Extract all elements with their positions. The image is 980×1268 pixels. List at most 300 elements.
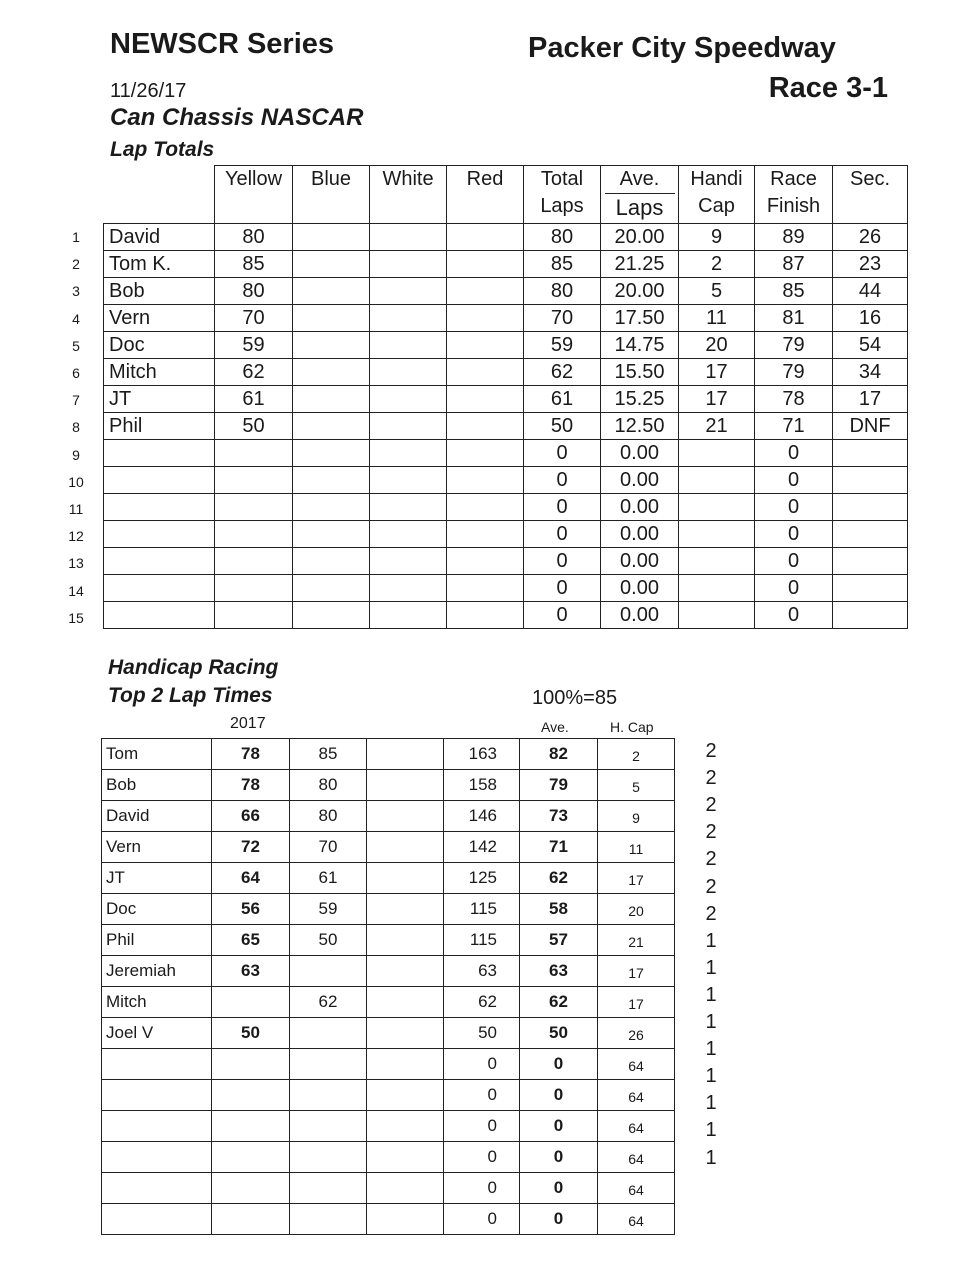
col-red-header: Red bbox=[447, 166, 524, 224]
cell-hcap bbox=[679, 494, 755, 521]
table-row bbox=[104, 278, 908, 305]
cell-name: Vern bbox=[102, 832, 212, 863]
cell-total: 163 bbox=[444, 739, 520, 770]
table-row bbox=[104, 224, 908, 251]
cell-lap1 bbox=[212, 1173, 290, 1204]
row-number: 2 bbox=[72, 256, 80, 273]
entry-count: 1 bbox=[705, 1065, 717, 1088]
series-title: NEWSCR Series bbox=[110, 28, 335, 60]
cell-lap2 bbox=[290, 1049, 367, 1080]
table-row bbox=[102, 925, 675, 956]
cell-name: Vern bbox=[104, 305, 215, 332]
cell-ave: 62 bbox=[520, 863, 598, 894]
cell-ave: 14.75 bbox=[601, 332, 679, 359]
cell-ave: 71 bbox=[520, 832, 598, 863]
cell-total: 0 bbox=[444, 1111, 520, 1142]
cell-yellow bbox=[215, 548, 293, 575]
col-total-laps-header bbox=[524, 166, 601, 224]
cell-white bbox=[370, 386, 447, 413]
cell-hcap: 11 bbox=[679, 305, 755, 332]
cell-finish: 0 bbox=[755, 575, 833, 602]
cell-name: Tom bbox=[102, 739, 212, 770]
cell-name bbox=[102, 1049, 212, 1080]
cell-red bbox=[447, 278, 524, 305]
cell-total: 115 bbox=[444, 894, 520, 925]
row-number: 15 bbox=[68, 609, 84, 626]
cell-red bbox=[447, 359, 524, 386]
cell-lap2: 80 bbox=[290, 801, 367, 832]
cell-ave: 21.25 bbox=[601, 251, 679, 278]
cap-label: Cap bbox=[698, 195, 735, 217]
cell-total: 125 bbox=[444, 863, 520, 894]
cell-finish: 89 bbox=[755, 224, 833, 251]
cell-total: 70 bbox=[524, 305, 601, 332]
cell-name bbox=[102, 1173, 212, 1204]
cell-name: Doc bbox=[104, 332, 215, 359]
cell-lap1 bbox=[212, 1204, 290, 1235]
cell-lap2 bbox=[290, 1142, 367, 1173]
cell-blue bbox=[293, 440, 370, 467]
cell-finish: 0 bbox=[755, 494, 833, 521]
cell-ave: 0 bbox=[520, 1049, 598, 1080]
cell-total: 0 bbox=[524, 494, 601, 521]
table-row bbox=[102, 987, 675, 1018]
cell-red bbox=[447, 251, 524, 278]
lap-totals-body bbox=[104, 224, 908, 629]
cell-ave: 0 bbox=[520, 1204, 598, 1235]
cell-yellow: 85 bbox=[215, 251, 293, 278]
row-number: 9 bbox=[72, 446, 80, 463]
cell-ave: 15.50 bbox=[601, 359, 679, 386]
cell-white bbox=[370, 467, 447, 494]
cell-white bbox=[370, 521, 447, 548]
cell-blank bbox=[367, 987, 444, 1018]
cell-blank bbox=[367, 1111, 444, 1142]
cell-hcap: 9 bbox=[598, 801, 675, 832]
cell-blank bbox=[367, 1049, 444, 1080]
cell-yellow: 50 bbox=[215, 413, 293, 440]
handicap-body bbox=[102, 739, 675, 1235]
table-row bbox=[102, 863, 675, 894]
cell-total: 50 bbox=[524, 413, 601, 440]
cell-white bbox=[370, 278, 447, 305]
cell-blank bbox=[367, 956, 444, 987]
cell-lap2: 80 bbox=[290, 770, 367, 801]
row-number: 5 bbox=[72, 337, 80, 354]
entry-count: 2 bbox=[705, 767, 717, 790]
cell-name: Bob bbox=[104, 278, 215, 305]
cell-hcap: 64 bbox=[598, 1173, 675, 1204]
cell-white bbox=[370, 251, 447, 278]
cell-hcap bbox=[679, 467, 755, 494]
cell-blank bbox=[367, 801, 444, 832]
col-race-finish-header bbox=[755, 166, 833, 224]
cell-sec bbox=[833, 494, 908, 521]
cell-total: 158 bbox=[444, 770, 520, 801]
handicap-title: Handicap Racing bbox=[108, 656, 279, 679]
cell-lap2: 70 bbox=[290, 832, 367, 863]
cell-name: David bbox=[104, 224, 215, 251]
cell-hcap: 64 bbox=[598, 1111, 675, 1142]
cell-lap2 bbox=[290, 1173, 367, 1204]
cell-ave: 79 bbox=[520, 770, 598, 801]
cell-red bbox=[447, 521, 524, 548]
cell-total: 146 bbox=[444, 801, 520, 832]
row-number: 11 bbox=[68, 501, 84, 517]
cell-white bbox=[370, 440, 447, 467]
row-number: 4 bbox=[72, 310, 80, 327]
cell-name: David bbox=[102, 801, 212, 832]
handicap-subtitle: Top 2 Lap Times bbox=[108, 684, 273, 707]
table-row bbox=[104, 548, 908, 575]
cell-hcap: 21 bbox=[679, 413, 755, 440]
col-yellow-header: Yellow bbox=[215, 166, 293, 224]
cell-finish: 85 bbox=[755, 278, 833, 305]
cell-total: 85 bbox=[524, 251, 601, 278]
cell-blank bbox=[367, 1018, 444, 1049]
table-row bbox=[104, 494, 908, 521]
cell-white bbox=[370, 602, 447, 629]
row-number: 12 bbox=[68, 528, 84, 545]
table-row bbox=[102, 1204, 675, 1235]
cell-blank bbox=[367, 1204, 444, 1235]
cell-blank bbox=[367, 925, 444, 956]
cell-yellow bbox=[215, 575, 293, 602]
table-row bbox=[102, 1018, 675, 1049]
cell-yellow bbox=[215, 602, 293, 629]
handicap-year: 2017 bbox=[230, 715, 266, 732]
cell-blank bbox=[367, 832, 444, 863]
cell-lap2 bbox=[290, 1111, 367, 1142]
cell-name bbox=[102, 1142, 212, 1173]
cell-lap1: 50 bbox=[212, 1018, 290, 1049]
cell-name bbox=[102, 1111, 212, 1142]
cell-total: 0 bbox=[524, 467, 601, 494]
cell-red bbox=[447, 575, 524, 602]
track-title: Packer City Speedway bbox=[528, 32, 836, 64]
lap-totals-header-row bbox=[104, 166, 908, 224]
cell-total: 61 bbox=[524, 386, 601, 413]
cell-hcap: 64 bbox=[598, 1142, 675, 1173]
table-row bbox=[104, 602, 908, 629]
cell-yellow bbox=[215, 494, 293, 521]
cell-lap2: 61 bbox=[290, 863, 367, 894]
table-row bbox=[102, 1049, 675, 1080]
cell-ave: 0 bbox=[520, 1080, 598, 1111]
cell-lap1: 56 bbox=[212, 894, 290, 925]
cell-hcap bbox=[679, 548, 755, 575]
race-date: 11/26/17 bbox=[110, 80, 187, 102]
cell-total: 63 bbox=[444, 956, 520, 987]
table-row bbox=[104, 332, 908, 359]
table-row bbox=[102, 832, 675, 863]
cell-sec: 23 bbox=[833, 251, 908, 278]
cell-blank bbox=[367, 770, 444, 801]
cell-white bbox=[370, 224, 447, 251]
cell-lap2: 85 bbox=[290, 739, 367, 770]
cell-ave: 12.50 bbox=[601, 413, 679, 440]
table-row bbox=[104, 386, 908, 413]
cell-total: 0 bbox=[444, 1080, 520, 1111]
cell-white bbox=[370, 305, 447, 332]
cell-hcap: 17 bbox=[679, 386, 755, 413]
table-row bbox=[104, 440, 908, 467]
cell-finish: 71 bbox=[755, 413, 833, 440]
entry-count: 2 bbox=[705, 821, 717, 844]
row-number: 10 bbox=[68, 473, 84, 490]
row-number: 8 bbox=[72, 419, 80, 436]
cell-sec bbox=[833, 575, 908, 602]
cell-lap1: 64 bbox=[212, 863, 290, 894]
cell-blue bbox=[293, 548, 370, 575]
cell-total: 62 bbox=[524, 359, 601, 386]
cell-red bbox=[447, 467, 524, 494]
cell-sec: 44 bbox=[833, 278, 908, 305]
row-number: 14 bbox=[68, 582, 84, 599]
cell-name: Joel V bbox=[102, 1018, 212, 1049]
cell-blank bbox=[367, 863, 444, 894]
handicap-formula: 100%=85 bbox=[532, 687, 618, 709]
cell-finish: 0 bbox=[755, 548, 833, 575]
cell-lap1 bbox=[212, 987, 290, 1018]
cell-red bbox=[447, 440, 524, 467]
row-number: 13 bbox=[68, 555, 84, 572]
cell-name: Phil bbox=[104, 413, 215, 440]
cell-name: Mitch bbox=[102, 987, 212, 1018]
cell-blank bbox=[367, 894, 444, 925]
cell-red bbox=[447, 332, 524, 359]
cell-total: 0 bbox=[524, 602, 601, 629]
cell-red bbox=[447, 494, 524, 521]
cell-ave: 63 bbox=[520, 956, 598, 987]
cell-hcap: 2 bbox=[679, 251, 755, 278]
cell-name bbox=[102, 1204, 212, 1235]
table-row bbox=[104, 359, 908, 386]
cell-lap1 bbox=[212, 1080, 290, 1111]
cell-finish: 0 bbox=[755, 521, 833, 548]
cell-blue bbox=[293, 521, 370, 548]
cell-finish: 79 bbox=[755, 332, 833, 359]
table-row bbox=[102, 770, 675, 801]
cell-hcap bbox=[679, 440, 755, 467]
cell-name: Tom K. bbox=[104, 251, 215, 278]
cell-yellow: 59 bbox=[215, 332, 293, 359]
cell-name: JT bbox=[104, 386, 215, 413]
cell-total: 0 bbox=[524, 521, 601, 548]
entry-count: 2 bbox=[705, 848, 717, 871]
cell-ave: 58 bbox=[520, 894, 598, 925]
cell-blue bbox=[293, 224, 370, 251]
cell-hcap: 20 bbox=[598, 894, 675, 925]
cell-blue bbox=[293, 332, 370, 359]
cell-name: Bob bbox=[102, 770, 212, 801]
cell-hcap: 17 bbox=[598, 956, 675, 987]
race-label: Race bbox=[770, 168, 817, 190]
cell-lap2 bbox=[290, 1080, 367, 1111]
cell-name: Jeremiah bbox=[102, 956, 212, 987]
cell-ave: 0.00 bbox=[601, 521, 679, 548]
cell-ave: 0.00 bbox=[601, 575, 679, 602]
cell-hcap bbox=[679, 575, 755, 602]
cell-ave: 0 bbox=[520, 1173, 598, 1204]
cell-hcap: 17 bbox=[679, 359, 755, 386]
entry-count: 1 bbox=[705, 1011, 717, 1033]
cell-ave: 50 bbox=[520, 1018, 598, 1049]
cell-red bbox=[447, 548, 524, 575]
class-name: Can Chassis NASCAR bbox=[110, 104, 364, 131]
row-number: 6 bbox=[72, 365, 80, 381]
cell-yellow bbox=[215, 467, 293, 494]
header-blank-cell bbox=[104, 166, 215, 224]
lap-totals-table bbox=[103, 165, 908, 629]
table-row bbox=[102, 1142, 675, 1173]
cell-hcap: 21 bbox=[598, 925, 675, 956]
cell-total: 62 bbox=[444, 987, 520, 1018]
col-blue-header: Blue bbox=[293, 166, 370, 224]
cell-hcap: 2 bbox=[598, 739, 675, 770]
ave-label: Ave. bbox=[605, 166, 675, 194]
cell-name bbox=[104, 494, 215, 521]
cell-hcap: 9 bbox=[679, 224, 755, 251]
cell-name: Phil bbox=[102, 925, 212, 956]
cell-hcap bbox=[679, 521, 755, 548]
cell-ave: 20.00 bbox=[601, 278, 679, 305]
cell-name bbox=[104, 575, 215, 602]
cell-ave: 0 bbox=[520, 1111, 598, 1142]
cell-lap2 bbox=[290, 1204, 367, 1235]
col-handicap-header bbox=[679, 166, 755, 224]
table-row bbox=[102, 1111, 675, 1142]
cell-red bbox=[447, 413, 524, 440]
cell-white bbox=[370, 413, 447, 440]
cell-ave: 0.00 bbox=[601, 602, 679, 629]
cell-lap2 bbox=[290, 956, 367, 987]
cell-sec: 16 bbox=[833, 305, 908, 332]
entry-count: 2 bbox=[705, 794, 717, 817]
ave-laps-label: Laps bbox=[615, 195, 664, 220]
cell-ave: 57 bbox=[520, 925, 598, 956]
cell-total: 59 bbox=[524, 332, 601, 359]
table-row bbox=[104, 251, 908, 278]
table-row bbox=[104, 413, 908, 440]
cell-sec bbox=[833, 467, 908, 494]
cell-finish: 87 bbox=[755, 251, 833, 278]
entry-count: 1 bbox=[705, 983, 717, 1006]
cell-hcap: 5 bbox=[598, 770, 675, 801]
cell-red bbox=[447, 305, 524, 332]
cell-lap1: 78 bbox=[212, 770, 290, 801]
cell-hcap: 26 bbox=[598, 1018, 675, 1049]
cell-ave: 0 bbox=[520, 1142, 598, 1173]
cell-sec: 26 bbox=[833, 224, 908, 251]
cell-hcap: 11 bbox=[598, 832, 675, 863]
cell-blue bbox=[293, 359, 370, 386]
table-row bbox=[102, 894, 675, 925]
col-white-header: White bbox=[370, 166, 447, 224]
cell-ave: 0.00 bbox=[601, 494, 679, 521]
cell-finish: 0 bbox=[755, 467, 833, 494]
cell-finish: 79 bbox=[755, 359, 833, 386]
cell-sec bbox=[833, 440, 908, 467]
entry-count: 2 bbox=[705, 740, 717, 762]
cell-total: 115 bbox=[444, 925, 520, 956]
laps-label: Laps bbox=[540, 195, 584, 217]
cell-total: 0 bbox=[444, 1049, 520, 1080]
table-row bbox=[104, 521, 908, 548]
cell-sec: 34 bbox=[833, 359, 908, 386]
col-sec-header: Sec. bbox=[833, 166, 908, 224]
cell-finish: 81 bbox=[755, 305, 833, 332]
race-title: Race 3-1 bbox=[768, 72, 888, 104]
cell-sec bbox=[833, 548, 908, 575]
cell-lap2 bbox=[290, 1018, 367, 1049]
cell-blue bbox=[293, 575, 370, 602]
cell-lap1: 63 bbox=[212, 956, 290, 987]
cell-total: 0 bbox=[444, 1204, 520, 1235]
table-row bbox=[104, 305, 908, 332]
cell-lap1 bbox=[212, 1111, 290, 1142]
cell-lap2: 50 bbox=[290, 925, 367, 956]
cell-lap1: 65 bbox=[212, 925, 290, 956]
cell-hcap: 64 bbox=[598, 1204, 675, 1235]
col-ave-laps-header bbox=[601, 166, 679, 224]
cell-ave: 0.00 bbox=[601, 548, 679, 575]
cell-red bbox=[447, 602, 524, 629]
cell-ave: 0.00 bbox=[601, 467, 679, 494]
cell-ave: 0.00 bbox=[601, 440, 679, 467]
cell-yellow bbox=[215, 521, 293, 548]
cell-total: 0 bbox=[524, 575, 601, 602]
cell-white bbox=[370, 548, 447, 575]
cell-white bbox=[370, 494, 447, 521]
cell-blue bbox=[293, 467, 370, 494]
cell-finish: 78 bbox=[755, 386, 833, 413]
cell-name: JT bbox=[102, 863, 212, 894]
cell-name bbox=[104, 602, 215, 629]
entry-count: 2 bbox=[705, 902, 717, 925]
cell-sec bbox=[833, 521, 908, 548]
cell-ave: 20.00 bbox=[601, 224, 679, 251]
cell-name bbox=[102, 1080, 212, 1111]
cell-white bbox=[370, 359, 447, 386]
cell-total: 0 bbox=[444, 1142, 520, 1173]
cell-finish: 0 bbox=[755, 602, 833, 629]
cell-yellow: 70 bbox=[215, 305, 293, 332]
cell-lap1 bbox=[212, 1049, 290, 1080]
table-row bbox=[102, 739, 675, 770]
cell-lap2: 59 bbox=[290, 894, 367, 925]
cell-blank bbox=[367, 1142, 444, 1173]
entry-count: 1 bbox=[705, 1038, 717, 1061]
cell-white bbox=[370, 332, 447, 359]
cell-blue bbox=[293, 251, 370, 278]
cell-hcap: 64 bbox=[598, 1049, 675, 1080]
cell-total: 0 bbox=[524, 440, 601, 467]
cell-ave: 15.25 bbox=[601, 386, 679, 413]
row-number: 3 bbox=[72, 283, 80, 300]
cell-sec: DNF bbox=[833, 413, 908, 440]
entry-count: 2 bbox=[705, 875, 717, 898]
table-row bbox=[102, 1173, 675, 1204]
cell-yellow: 80 bbox=[215, 224, 293, 251]
cell-ave: 73 bbox=[520, 801, 598, 832]
total-label: Total bbox=[540, 168, 584, 190]
cell-name: Doc bbox=[102, 894, 212, 925]
entry-count: 1 bbox=[705, 956, 717, 979]
table-row bbox=[104, 575, 908, 602]
cell-name bbox=[104, 440, 215, 467]
cell-yellow: 62 bbox=[215, 359, 293, 386]
